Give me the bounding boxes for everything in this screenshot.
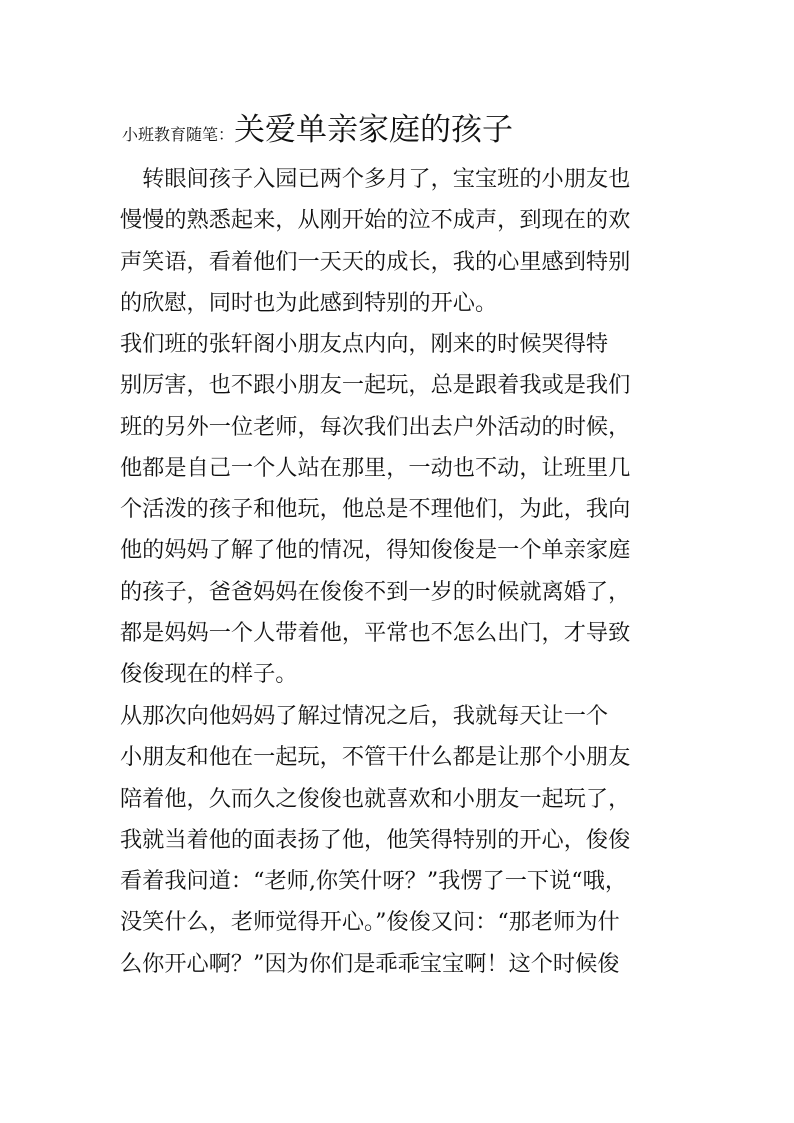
paragraph-line: 没笑什么，老师觉得开心。”俊俊又问：“那老师为什	[120, 909, 620, 936]
paragraph-line: 俊俊现在的样子。	[120, 661, 298, 688]
paragraph-3	[120, 696, 690, 985]
paragraph-line: 小朋友和他在一起玩，不管干什么都是让那个小朋友	[120, 744, 631, 771]
paragraph-line: 班的另外一位老师，每次我们出去户外活动的时候，	[120, 413, 631, 440]
paragraph-line: 慢慢的熟悉起来，从刚开始的泣不成声，到现在的欢	[120, 207, 631, 234]
paragraph-line: 陪着他，久而久之俊俊也就喜欢和小朋友一起玩了，	[120, 785, 631, 812]
paragraph-line: 都是妈妈一个人带着他，平常也不怎么出门，才导致	[120, 620, 631, 647]
paragraph-line: 看着我问道：“老师,你笑什呀？”我愣了一下说“哦，	[120, 868, 628, 895]
title-prefix: 小班教育随笔：	[122, 125, 235, 144]
paragraph-line: 个活泼的孩子和他玩，他总是不理他们，为此，我向	[120, 496, 631, 523]
paragraph-line: 转眼间孩子入园已两个多月了，宝宝班的小朋友也	[120, 166, 631, 192]
paragraph-line: 别厉害，也不跟小朋友一起玩，总是跟着我或是我们	[120, 372, 631, 399]
paragraph-line: 我就当着他的面表扬了他，他笑得特别的开心，俊俊	[120, 826, 631, 853]
paragraph-line: 他都是自己一个人站在那里，一动也不动，让班里几	[120, 454, 631, 481]
paragraph-line: 声笑语，看着他们一天天的成长，我的心里感到特别	[120, 248, 631, 275]
paragraph-line: 我们班的张轩阁小朋友点内向，刚来的时候哭得特	[120, 331, 609, 357]
paragraph-line: 的孩子，爸爸妈妈在俊俊不到一岁的时候就离婚了，	[120, 578, 631, 605]
title-main: 关爱单亲家庭的孩子	[234, 112, 514, 148]
paragraph-line: 他的妈妈了解了他的情况，得知俊俊是一个单亲家庭	[120, 537, 631, 564]
paragraph-line: 的欣慰，同时也为此感到特别的开心。	[120, 289, 498, 316]
paragraph-1	[120, 159, 690, 324]
paragraph-line: 从那次向他妈妈了解过情况之后，我就每天让一个	[120, 703, 609, 729]
paragraph-2	[120, 324, 690, 696]
document-title	[122, 104, 682, 154]
paragraph-line: 么你开心啊？”因为你们是乖乖宝宝啊！这个时候俊	[120, 950, 620, 977]
